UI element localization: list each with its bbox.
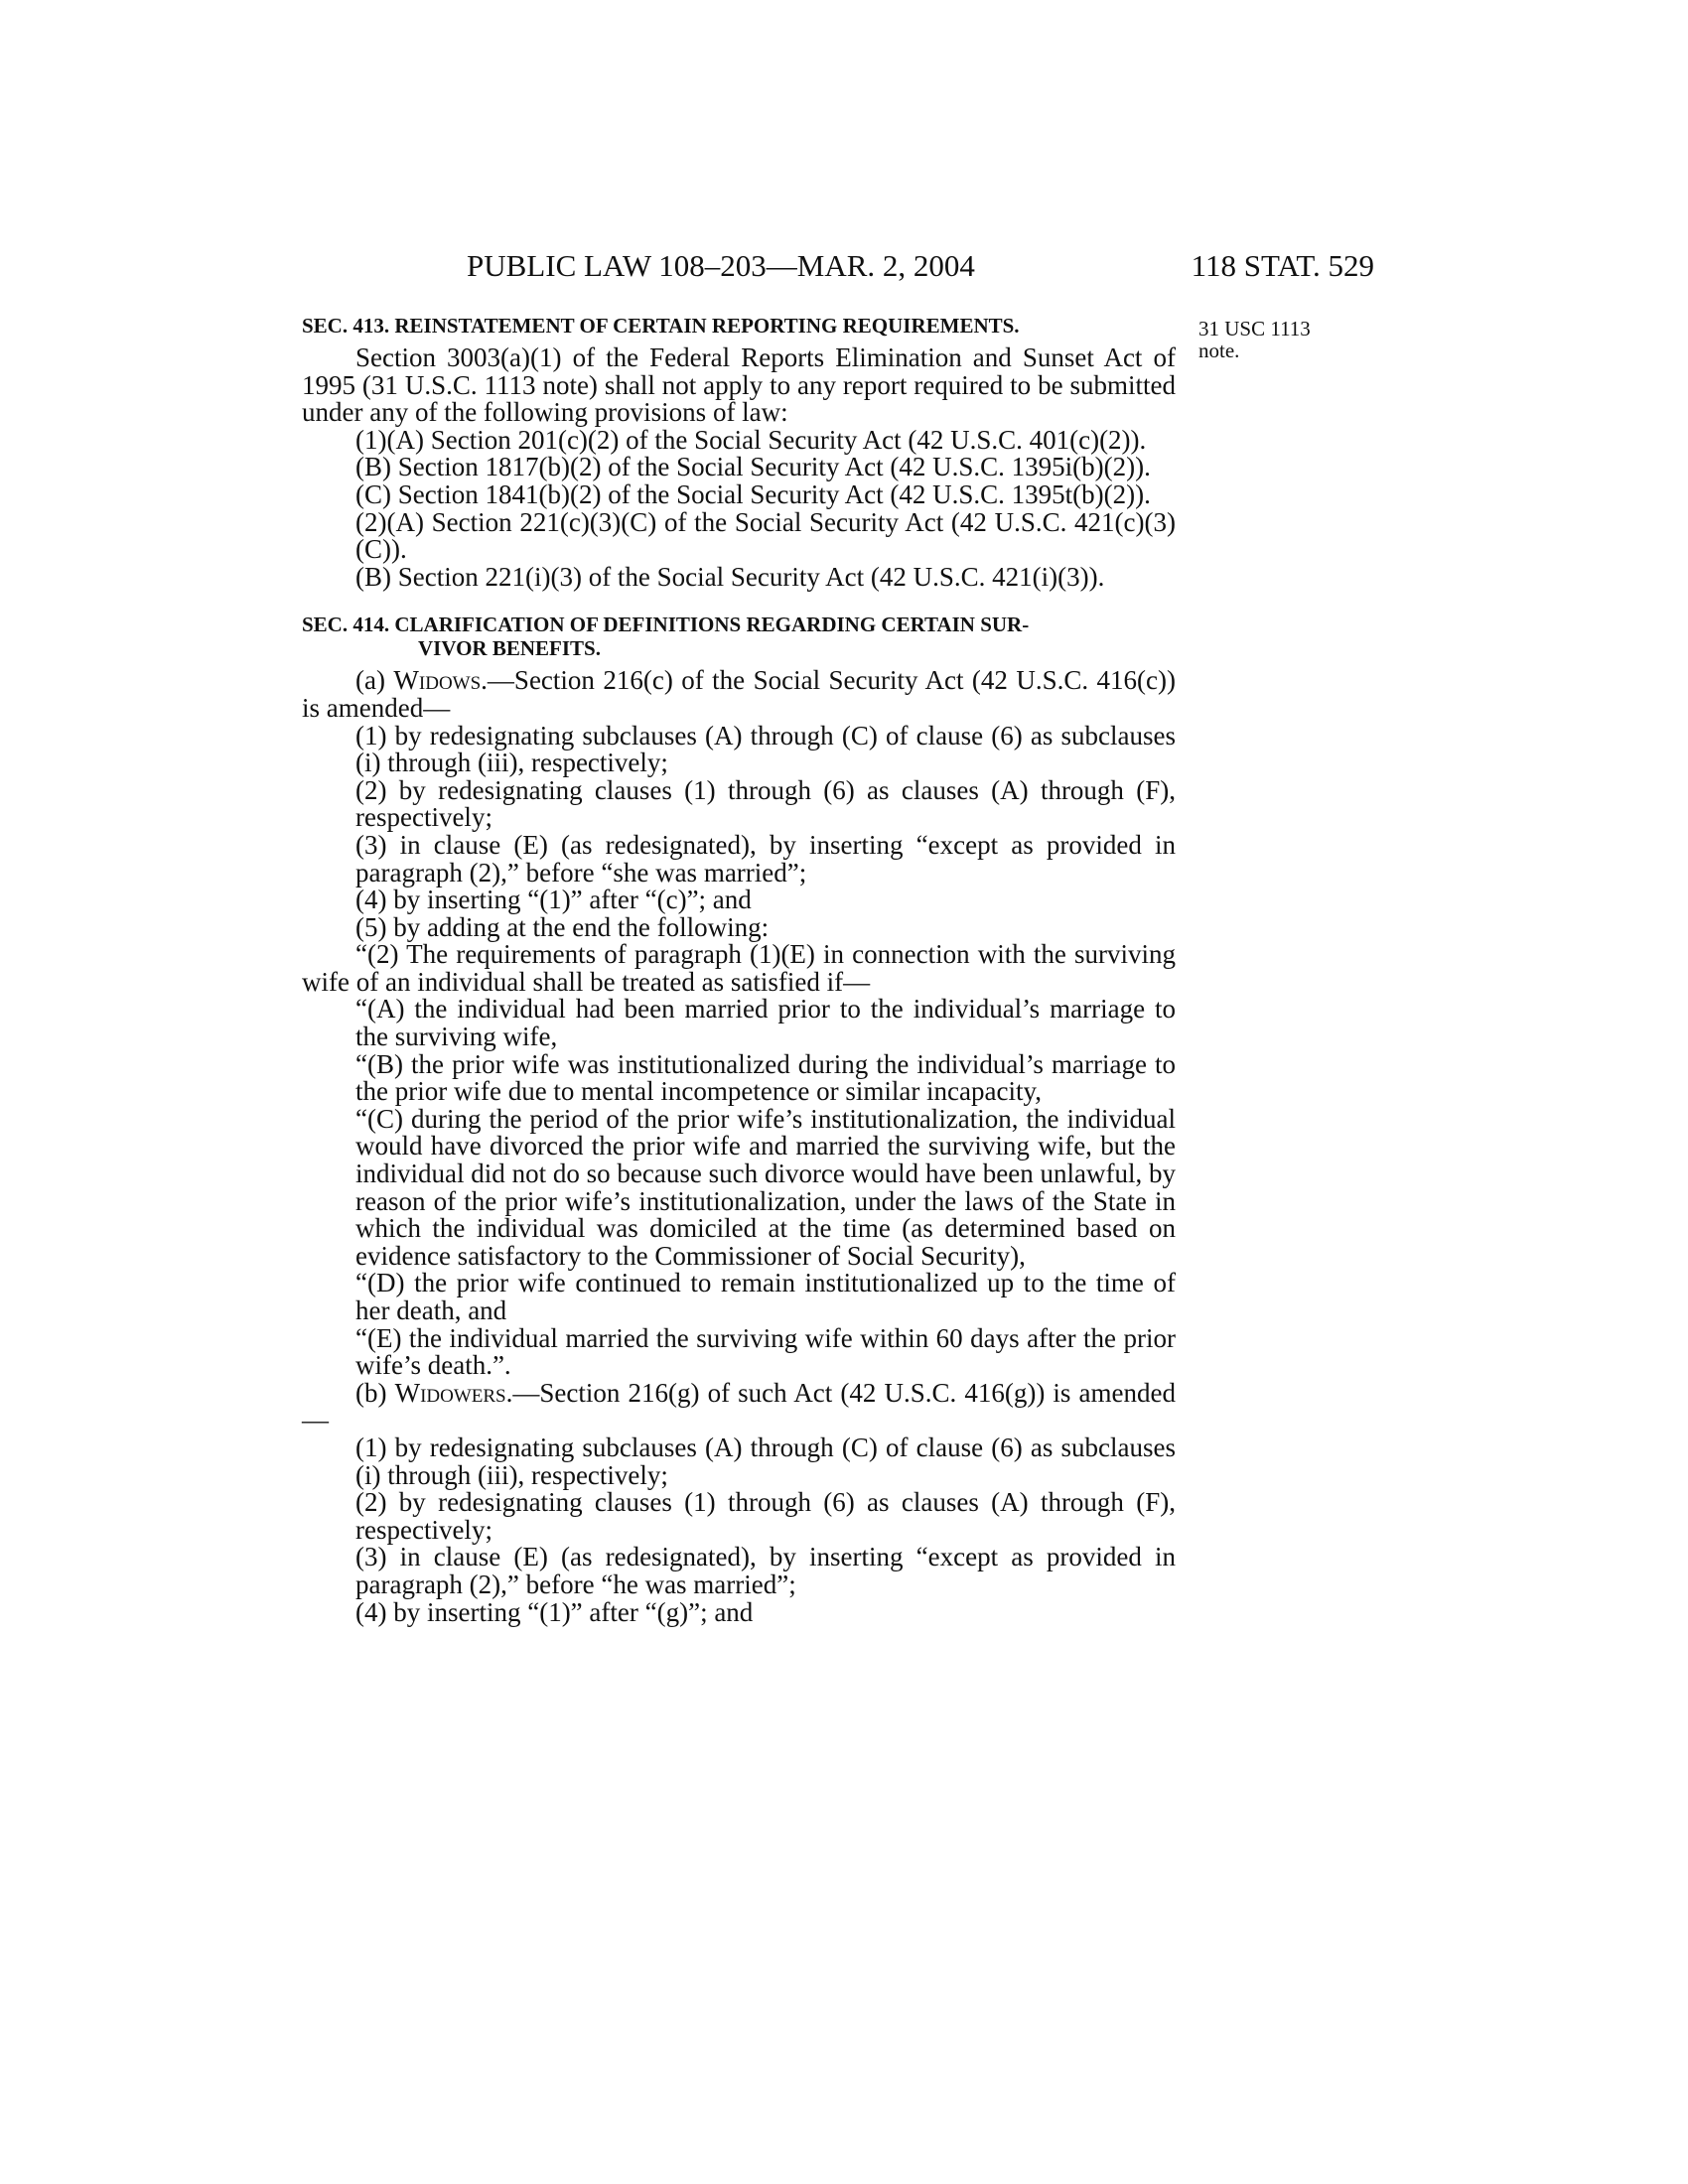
section-413-item: (1)(A) Section 201(c)(2) of the Social Security Act (42 U.S.C. 401(c)(2)).: [355, 424, 1147, 455]
section-413-item: (2)(A) Section 221(c)(3)(C) of the Social Security Act (42 U.S.C. 421(c)(3)(C)).: [355, 506, 1176, 565]
section-413-item: (B) Section 1817(b)(2) of the Social Security Act (42 U.S.C. 1395i(b)(2)).: [355, 452, 1151, 482]
section-414-heading-line1: SEC. 414. CLARIFICATION OF DEFINITIONS REGARDING CERTAIN SUR-: [302, 613, 1030, 637]
margin-note-suffix: note.: [1198, 339, 1240, 362]
subsection-b-item: (3) in clause (E) (as redesignated), by inserting “except as provided in paragraph (2),” before “he was married”;: [355, 1542, 1176, 1599]
section-414-heading: [302, 613, 1176, 660]
section-413-intro: Section 3003(a)(1) of the Federal Reports Elimination and Sunset Act of 1995 (31 U.S.C. 1113 note) shall not apply to any report required to be submitted under any of the following provisions of law:: [302, 342, 1176, 428]
margin-note-citation: 31 USC 1113: [1198, 317, 1311, 341]
running-head: [302, 248, 1374, 294]
subsection-b-item: (2) by redesignating clauses (1) through (6) as clauses (A) through (F), respectively;: [355, 1487, 1176, 1545]
quoted-item: “(A) the individual had been married prior to the individual’s marriage to the surviving wife,: [355, 994, 1176, 1052]
subsection-a: [302, 667, 1176, 722]
subsection-a-text: .—Section 216(c) of the Social Security Act (42 U.S.C. 416(c)) is amended—: [302, 665, 1176, 723]
quoted-item: “(E) the individual married the surviving wife within 60 days after the prior wife’s death.”.: [355, 1322, 1176, 1381]
subsection-b-item: (4) by inserting “(1)” after “(g)”; and: [355, 1596, 754, 1627]
section-413-heading: SEC. 413. REINSTATEMENT OF CERTAIN REPORTING REQUIREMENTS.: [302, 314, 1020, 338]
subsection-b-item: (1) by redesignating subclauses (A) through (C) of clause (6) as subclauses (i) through (iii), respectively;: [355, 1432, 1176, 1490]
quoted-item: “(B) the prior wife was institutionalized during the individual’s marriage to the prior wife due to mental incompetence or similar incapacity,: [355, 1048, 1176, 1107]
subsection-b: [302, 1377, 1176, 1435]
quoted-item: “(C) during the period of the prior wife’s institutionalization, the individual would have divorced the prior wife and married the surviving wife, but the individual did not do so because such divorce would have been unlawful, by reason of the prior wife’s institutionalization, under the laws of the State in which the individual was domiciled at the time (as determined based on evidence satisfactory to the Commissioner of Social Security),: [355, 1103, 1176, 1271]
subsection-b-text: .—Section 216(g) of such Act (42 U.S.C. 416(g)) is amended—: [302, 1377, 1176, 1435]
quoted-paragraph-2: “(2) The requirements of paragraph (1)(E) in connection with the surviving wife of an individual shall be treated as satisfied if—: [302, 939, 1176, 997]
subsection-a-item: (1) by redesignating subclauses (A) through (C) of clause (6) as subclauses (i) through (iii), respectively;: [355, 720, 1176, 778]
section-414-heading-line2: VIVOR BENEFITS.: [418, 636, 601, 661]
subsection-a-item: (5) by adding at the end the following:: [355, 911, 770, 942]
subsection-a-item: (4) by inserting “(1)” after “(c)”; and: [355, 885, 752, 915]
subsection-a-term: Widows: [393, 665, 482, 696]
main-text: [302, 314, 1176, 1626]
subsection-a-item: (3) in clause (E) (as redesignated), by inserting “except as provided in paragraph (2),” before “she was married”;: [355, 829, 1176, 887]
law-title: PUBLIC LAW 108–203—MAR. 2, 2004: [467, 248, 975, 283]
subsection-a-item: (2) by redesignating clauses (1) through (6) as clauses (A) through (F), respectively;: [355, 774, 1176, 833]
subsection-a-label: (a): [355, 665, 394, 696]
subsection-b-label: (b): [355, 1377, 395, 1408]
subsection-b-term: Widowers: [394, 1377, 506, 1408]
margin-note: [1198, 318, 1347, 361]
section-413-item: (B) Section 221(i)(3) of the Social Security Act (42 U.S.C. 421(i)(3)).: [355, 561, 1105, 592]
quoted-item: “(D) the prior wife continued to remain institutionalized up to the time of her death, and: [355, 1268, 1176, 1325]
stat-page-number: 118 STAT. 529: [1191, 248, 1374, 283]
section-413-item: (C) Section 1841(b)(2) of the Social Security Act (42 U.S.C. 1395t(b)(2)).: [355, 478, 1151, 509]
